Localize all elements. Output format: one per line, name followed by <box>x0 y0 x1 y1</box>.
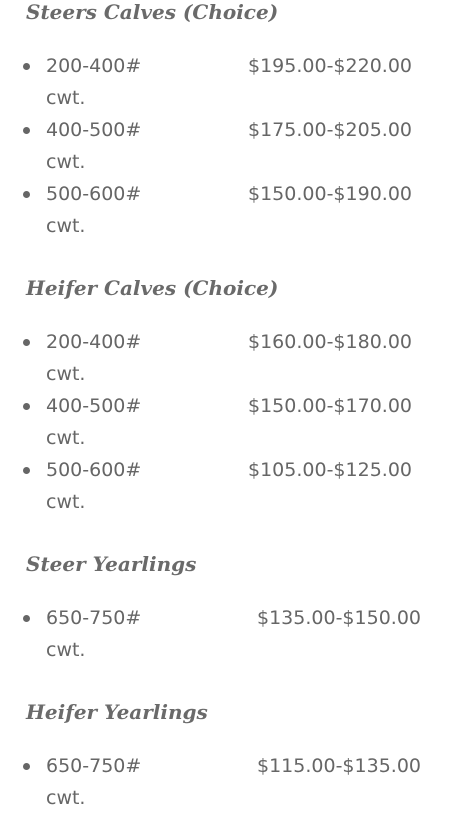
list-item <box>0 750 450 814</box>
price-range: $150.00-$190.00 <box>248 183 412 205</box>
list-item <box>0 114 450 178</box>
list-item <box>0 602 450 666</box>
price-unit: cwt. <box>46 491 86 513</box>
price-unit: cwt. <box>46 639 86 661</box>
section-title-steer-yearlings: Steer Yearlings <box>26 552 197 576</box>
bullet-icon <box>23 615 30 622</box>
weight-range: 650-750# <box>46 607 142 629</box>
price-range: $195.00-$220.00 <box>248 55 412 77</box>
list-item <box>0 178 450 242</box>
bullet-icon <box>23 403 30 410</box>
price-unit: cwt. <box>46 787 86 809</box>
bullet-icon <box>23 63 30 70</box>
price-unit: cwt. <box>46 151 86 173</box>
price-range: $150.00-$170.00 <box>248 395 412 417</box>
price-range: $135.00-$150.00 <box>257 607 421 629</box>
list-item <box>0 326 450 390</box>
list-item <box>0 390 450 454</box>
price-range: $105.00-$125.00 <box>248 459 412 481</box>
price-range: $160.00-$180.00 <box>248 331 412 353</box>
bullet-icon <box>23 339 30 346</box>
bullet-icon <box>23 467 30 474</box>
price-unit: cwt. <box>46 215 86 237</box>
weight-range: 500-600# <box>46 459 142 481</box>
weight-range: 650-750# <box>46 755 142 777</box>
section-title-steer-calves: Steers Calves (Choice) <box>26 0 279 24</box>
section-title-heifer-yearlings: Heifer Yearlings <box>26 700 208 724</box>
weight-range: 400-500# <box>46 395 142 417</box>
list-item <box>0 454 450 518</box>
weight-range: 400-500# <box>46 119 142 141</box>
bullet-icon <box>23 127 30 134</box>
price-unit: cwt. <box>46 87 86 109</box>
weight-range: 200-400# <box>46 55 142 77</box>
bullet-icon <box>23 763 30 770</box>
price-unit: cwt. <box>46 427 86 449</box>
weight-range: 200-400# <box>46 331 142 353</box>
list-item <box>0 50 450 114</box>
price-unit: cwt. <box>46 363 86 385</box>
weight-range: 500-600# <box>46 183 142 205</box>
price-range: $175.00-$205.00 <box>248 119 412 141</box>
bullet-icon <box>23 191 30 198</box>
section-title-heifer-calves: Heifer Calves (Choice) <box>26 276 279 300</box>
price-range: $115.00-$135.00 <box>257 755 421 777</box>
